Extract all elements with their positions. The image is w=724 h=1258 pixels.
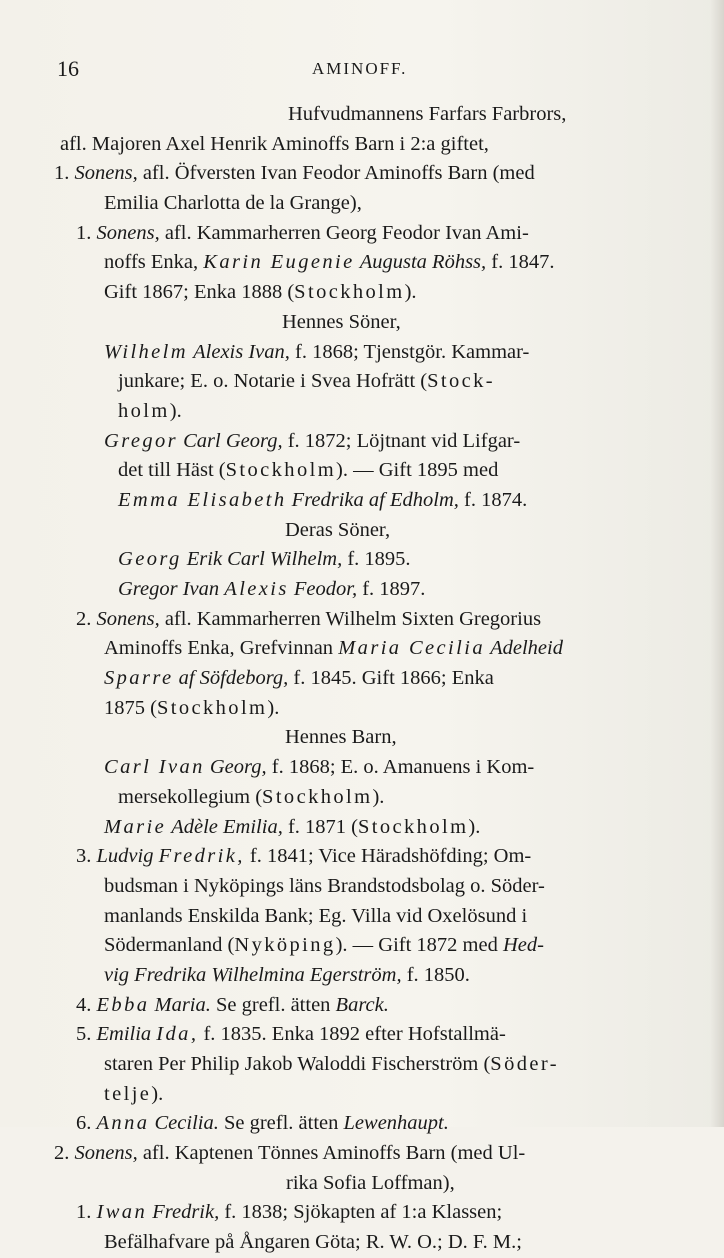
text-segment: Sonens, — [74, 162, 138, 185]
text-line — [0, 931, 724, 961]
text-segment: 2. — [54, 1142, 75, 1165]
text-line — [0, 1020, 724, 1050]
text-segment: junkare; E. o. Notarie i Svea Hofrätt ( — [118, 370, 428, 393]
text-segment: f. 1874. — [458, 488, 528, 511]
text-line — [0, 219, 724, 249]
text-segment: afl. Öfversten Ivan Feodor Aminoffs Barn (med — [137, 162, 535, 185]
text-line — [0, 991, 724, 1021]
text-segment: Augusta Röhss, — [359, 251, 487, 274]
text-segment: telje — [104, 1082, 152, 1105]
text-line — [0, 1139, 724, 1169]
text-line — [0, 1109, 724, 1139]
text-segment: Adelheid — [490, 637, 563, 660]
text-segment: f. 1868; Tjenstgör. Kammar- — [289, 340, 530, 363]
text-line — [0, 427, 724, 457]
text-segment: Georg — [118, 548, 182, 571]
text-line — [0, 397, 724, 427]
text-segment: f. 1845. Gift 1866; Enka — [288, 667, 494, 690]
text-segment: f. 1841; Vice Häradshöfding; Om- — [244, 845, 532, 868]
text-line — [0, 545, 724, 575]
text-segment: Emilia Charlotta de la Grange), — [104, 192, 362, 215]
text-segment: 6. — [76, 1112, 97, 1135]
text-segment: Stockholm — [262, 785, 373, 808]
text-segment: holm — [118, 399, 170, 422]
text-segment: Stockholm — [225, 459, 337, 482]
running-title: AMINOFF. — [312, 59, 408, 78]
text-segment: Befälhafvare på Ångaren Göta; R. W. O.; D. F. M.; — [104, 1231, 522, 1254]
text-line — [0, 723, 724, 753]
text-segment: Sonens, — [96, 607, 160, 630]
text-segment: Gift 1867; Enka 1888 ( — [104, 281, 295, 304]
text-segment: Emma Elisabeth — [118, 488, 287, 511]
text-segment: ). — [267, 696, 280, 719]
text-segment: f. 1897. — [357, 578, 426, 600]
text-segment: Wilhelm — [104, 340, 188, 363]
text-line — [0, 902, 724, 932]
text-segment: Emilia — [96, 1023, 152, 1046]
text-segment: Iwan — [96, 1201, 148, 1224]
text-line — [0, 338, 724, 368]
text-segment: ). — [169, 399, 182, 422]
text-segment: f. 1847. — [486, 251, 555, 274]
page-header — [0, 56, 724, 86]
text-line — [0, 872, 724, 902]
text-line — [0, 783, 724, 813]
text-segment: Feodor, — [293, 578, 358, 600]
text-line — [0, 278, 724, 308]
text-segment: ). — Gift 1872 med — [335, 934, 503, 957]
text-segment: f. 1838; Sjökapten af 1:a Klassen; — [219, 1201, 503, 1224]
text-segment: Maria. — [154, 993, 211, 1016]
text-segment: det till Häst ( — [118, 459, 226, 482]
text-segment: Gregor — [104, 429, 178, 452]
text-line — [0, 961, 724, 991]
text-segment: Carl Ivan — [104, 756, 205, 779]
text-segment: Georg, — [209, 756, 267, 779]
text-segment: Erik Carl Wilhelm, — [186, 548, 343, 571]
text-segment: Hufvudmannens Farfars Farbrors, — [288, 103, 567, 125]
text-segment: Se grefl. ätten — [218, 1112, 344, 1135]
text-segment: Ludvig — [96, 845, 154, 868]
text-line — [0, 813, 724, 843]
text-segment: Lewenhaupt. — [343, 1112, 449, 1135]
text-segment: 1. — [54, 162, 75, 185]
text-segment: af Söfdeborg, — [178, 667, 289, 690]
text-segment: f. 1835. Enka 1892 efter Hofstallmä- — [198, 1023, 506, 1046]
text-line — [0, 248, 724, 278]
text-segment: Alexis — [224, 578, 289, 600]
text-segment: f. 1895. — [342, 548, 411, 571]
text-segment: Sparre — [104, 667, 174, 690]
text-segment: Cecilia. — [154, 1112, 219, 1135]
text-segment: ). — Gift 1895 med — [336, 459, 499, 482]
text-line — [0, 1080, 724, 1110]
text-segment: Se grefl. ätten — [210, 993, 336, 1016]
text-line — [0, 100, 724, 130]
text-segment: Fredrika af Edholm, — [291, 488, 459, 511]
text-segment: budsman i Nyköpings läns Brandstodsbolag o. Söder- — [104, 874, 545, 897]
text-segment: vig Fredrika Wilhelmina Egerström, — [104, 963, 402, 986]
text-segment: Stock- — [427, 370, 496, 393]
text-line — [0, 694, 724, 724]
text-segment: Karin Eugenie — [203, 251, 355, 274]
text-segment: Sonens, — [96, 221, 160, 244]
text-segment: Marie — [104, 815, 167, 838]
text-segment: ). — [151, 1082, 164, 1105]
text-segment: manlands Enskilda Bank; Eg. Villa vid Oxelösund i — [104, 904, 528, 927]
text-line — [0, 1198, 724, 1228]
text-line — [0, 367, 724, 397]
text-segment: Anna — [96, 1112, 150, 1135]
text-segment: rika Sofia Loffman), — [286, 1171, 455, 1194]
page-number: 16 — [57, 56, 79, 81]
text-segment: 4. — [76, 993, 97, 1016]
text-line — [0, 130, 724, 160]
text-segment: noffs Enka, — [104, 251, 204, 274]
text-segment: Deras Söner, — [285, 518, 391, 541]
text-line — [0, 516, 724, 546]
text-line — [0, 189, 724, 219]
text-segment: Sonens, — [74, 1142, 138, 1165]
text-segment: Söder- — [490, 1053, 559, 1075]
text-line — [0, 605, 724, 635]
text-segment: Ida, — [156, 1023, 199, 1046]
text-line — [0, 456, 724, 486]
text-segment: Hennes Barn, — [285, 726, 397, 749]
text-line — [0, 753, 724, 783]
text-segment: Fredrik, — [158, 845, 245, 868]
text-segment: Stockholm — [294, 281, 405, 304]
text-segment: 5. — [76, 1023, 97, 1046]
text-segment: afl. Kammarherren Georg Feodor Ivan Ami- — [159, 221, 529, 244]
text-segment: afl. Kaptenen Tönnes Aminoffs Barn (med Ul- — [137, 1142, 526, 1165]
text-segment: Stockholm — [357, 815, 469, 838]
text-segment: Maria Cecilia — [338, 637, 485, 660]
text-segment: 1. — [76, 221, 97, 244]
text-segment: Fredrik, — [152, 1201, 220, 1224]
text-segment: ). — [372, 785, 385, 808]
text-segment: afl. Majoren Axel Henrik Aminoffs Barn i 2:a giftet, — [60, 132, 489, 155]
text-segment: Stockholm — [156, 696, 268, 719]
text-segment: Aminoffs Enka, Grefvinnan — [104, 637, 339, 660]
text-line — [0, 486, 724, 516]
text-segment: f. 1868; E. o. Amanuens i Kom- — [266, 756, 535, 779]
text-segment: 1875 ( — [104, 696, 157, 719]
text-line — [0, 1169, 724, 1199]
text-segment: staren Per Philip Jakob Waloddi Fischerström ( — [104, 1053, 491, 1075]
text-segment: Adèle Emilia, — [171, 815, 283, 838]
text-segment: Södermanland ( — [104, 934, 235, 957]
text-segment: ). — [468, 815, 481, 838]
text-line — [0, 575, 724, 605]
text-segment: Alexis Ivan, — [193, 340, 290, 363]
text-segment: Carl Georg, — [183, 429, 283, 452]
text-line — [0, 842, 724, 872]
text-segment: mersekollegium ( — [118, 785, 263, 808]
text-line — [0, 1050, 724, 1080]
text-line — [0, 159, 724, 189]
text-segment: f. 1872; Löjtnant vid Lifgar- — [282, 429, 521, 452]
text-segment: Ebba — [96, 993, 150, 1016]
text-segment: 3. — [76, 845, 97, 868]
body-text — [0, 100, 724, 1258]
text-line — [0, 634, 724, 664]
text-line — [0, 664, 724, 694]
text-segment: f. 1871 ( — [282, 815, 358, 838]
text-line — [0, 308, 724, 338]
text-segment: 1. — [76, 1201, 97, 1224]
text-segment: afl. Kammarherren Wilhelm Sixten Gregorius — [159, 607, 542, 630]
text-segment: 2. — [76, 607, 97, 630]
text-segment: Hennes Söner, — [282, 310, 401, 333]
text-line — [0, 1228, 724, 1258]
text-segment: Barck. — [335, 993, 389, 1016]
text-segment: Nyköping — [234, 934, 336, 957]
text-segment: f. 1850. — [401, 963, 470, 986]
text-segment: Gregor Ivan — [118, 578, 225, 600]
text-segment: ). — [404, 281, 417, 304]
text-segment: Hed- — [502, 934, 544, 957]
